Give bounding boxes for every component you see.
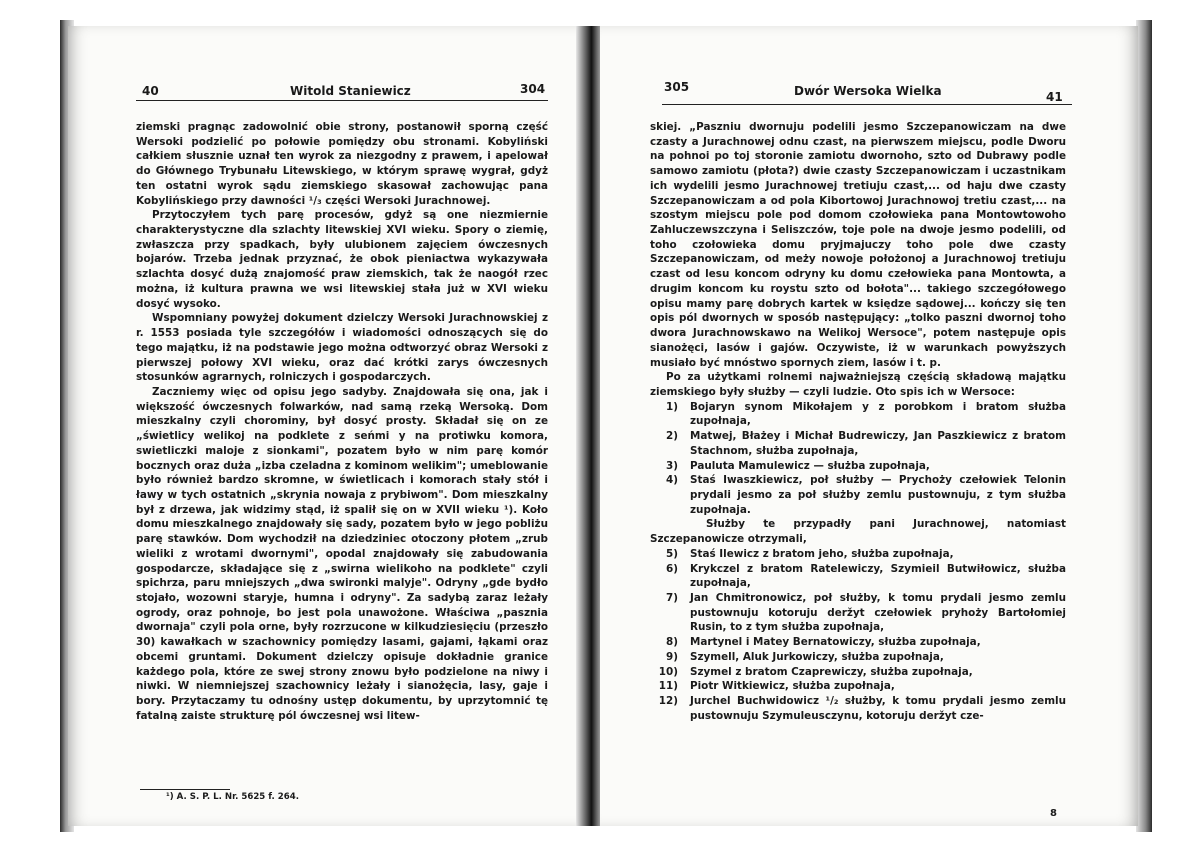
service-list-b bbox=[650, 547, 1066, 724]
left-header-rule bbox=[136, 100, 548, 101]
left-secondary-number: 304 bbox=[520, 82, 546, 96]
footnote-rule bbox=[140, 789, 230, 790]
printer-signature: 8 bbox=[1050, 808, 1057, 819]
right-edge-shadow bbox=[1136, 20, 1152, 832]
footnote: ¹) A. S. P. L. Nr. 5625 f. 264. bbox=[166, 792, 300, 802]
service-list-a bbox=[650, 400, 1066, 518]
list-item: 12) Jurchel Buchwidowicz ¹/₂ służby, k tomu prydali jesmo zemlu pustownuju Szymuleusczynu, kotoruju deržyt cze- bbox=[658, 695, 1066, 722]
right-header-rule bbox=[662, 104, 1072, 105]
list-item: 6) Krykczel z bratom Ratelewiczy, Szymieil Butwiłowicz, służba zupołnaja, bbox=[666, 562, 1066, 590]
right-running-head: Dwór Wersoka Wielka bbox=[794, 84, 942, 98]
left-page bbox=[68, 26, 578, 826]
right-page bbox=[600, 26, 1138, 826]
list-item: 8) Martynel i Matey Bernatowiczy, służba zupołnaja, bbox=[666, 636, 981, 649]
left-paragraph-3: Wspomniany powyżej dokument dzielczy Wersoki Jurachnowskiej z r. 1553 posiada tyle szczegółów i wiadomości odnoszących się do tego majątku, iż na podstawie jego można odtworzyć obraz Wersoki z pierwszej połowy XVI wieku, oraz dać krótki zarys ówczesnych stosunków agrarnych, rolniczych i gospodarczych. bbox=[136, 312, 548, 384]
left-body-text bbox=[136, 120, 548, 723]
list-item: 5) Staś Ilewicz z bratom jeho, służba zupołnaja, bbox=[666, 547, 954, 560]
list-item: 11) Piotr Witkiewicz, służba zupołnaja, bbox=[658, 680, 895, 693]
left-paragraph-2: Przytoczyłem tych parę procesów, gdyż są one niezmiernie charakterystyczne dla szlachty litewskiej XVI wieku. Spory o ziemię, zwłaszcza przy spadkach, były ulubionem zajęciem ówczesnych bojarów. Trzeba jednak przyznać, że obok pieniactwa wykazywała szlachta dosyć dużą znajomość praw ziemskich, tak że naogół rzec można, iż kultura prawna we wsi litewskiej stała już w XVI wieku dosyć wysoko. bbox=[136, 209, 548, 310]
right-secondary-number: 305 bbox=[664, 80, 690, 94]
left-page-number: 40 bbox=[142, 84, 159, 98]
list-item: 1) Bojaryn synom Mikołajem y z porobkom i bratom służba zupołnaja, bbox=[666, 400, 1066, 428]
list-item: 4) Staś Iwaszkiewicz, poł służby — Prychoży czełowiek Telonin prydali jesmo za poł służby zemlu pustownuju, z tym służba zupołnaja. bbox=[666, 474, 1066, 516]
list-item: 7) Jan Chmitronowicz, poł służby, k tomu prydali jesmo zemlu pustownuju kotoruju deržyt czełowiek pryhoży Bartołomiej Rusin, to z tym służba zupołnaja, bbox=[666, 592, 1066, 634]
left-paragraph-1: ziemski pragnąc zadowolnić obie strony, postanowił sporną część Wersoki podzielić po połowie pomiędzy obu stronami. Kobyliński całkiem słusznie uznał ten wyrok za niezgodny z prawem, i apelował do Głównego Trybunału Litewskiego, w którym sprawę wygrał, gdyż ten ostatni wyrok sądu ziemskiego skasował zachowując pana Kobylińskiego przy dawności ¹/₃ części Wersoki Jurachnowej. bbox=[136, 121, 548, 207]
left-running-head: Witold Staniewicz bbox=[290, 84, 411, 98]
list-item: 10) Szymel z bratom Czaprewiczy, służba zupołnaja, bbox=[658, 665, 973, 678]
left-paragraph-4: Zaczniemy więc od opisu jego sadyby. Znajdowała się ona, jak i większość ówczesnych folwarków, nad samą rzeką Wersoką. Dom mieszkalny czyli chorominy, był dosyć prosty. Składał się on ze „świetlicy welikoj na podklete z seńmi y na protiwku komora, swietliczki maloje z sionkami", pozatem było w nim parę komór bocznych oraz duża „izba czeladna z kominom welikim"; umeblowanie było również bardzo skromne, w świetlicach i komorach stały stół i ławy w tych ostatnich „skrynia nowaja z prybiwom". Dom mieszkalny był z drzewa, jak widzimy stąd, iż spalił się on w XVII wieku ¹). Koło domu mieszkalnego znajdowały się sady, pozatem było w jego pobliżu parę stawków. Dom wychodził na dziedziniec otoczony płotem „zrub wieliki z wrotami dwornymi", opodal znajdowały się zabudowania gospodarcze, składające się z „swirna wielikoho na podklete" czyli spichrza, paru mniejszych „dwa swironki malyje". Odryny „gde bydło stojało, wozowni staryje, humna i odryny". Za sadybą zaraz leżały ogrody, oraz pohnoje, bo jest pola unawożone. Właściwa „pasznia dwornaja" czyli pola orne, były rozrzucone w kilkudziesięciu (przeszło 30) kawałkach w szachownicy pomiędzy lasami, gajami, łąkami oraz obcemi gruntami. Dokument dzielczy opisuje dokładnie granice każdego pola, które ze swej strony znowu było podzielone na niwy i niwki. W niemniejszej szachownicy leżały i sianożęcia, lasy, gaje i bory. Przytaczamy tu odnośny ustęp dokumentu, by uprzytomnić tę fatalną zaiste strukturę pól ówczesnej wsi litew- bbox=[136, 385, 548, 722]
list-item: 2) Matwej, Błażey i Michał Budrewiczy, Jan Paszkiewicz z bratom Stachnom, służba zupołnaja, bbox=[666, 430, 1066, 457]
right-body-text bbox=[650, 120, 1066, 723]
right-paragraph-1: skiej. „Paszniu dwornuju podelili jesmo Szczepanowiczam na dwe czasty a Jurachnowej odnu czast, na pierwszem miejscu, podle Dworu na pohnoi po toj storonie zamiotu dwornoho, szto od Dubrawy podle samowo zamiotu (płota?) dwie czasty Szczepanowiczam i uczastnikam ich wydelili jesmo Jurachnowej tretiuju czast,... od haju dwe czasty Szczepanowiczam a od pola Kibortowoj Jurachnowoj tretiu czast,... na szostym miejscu pole pod domom czołowieka pana Montowtowoho Zahluczewszczyna i Seliszczów, toje pole na dwoje jesmo podelili, od toho czołowieka domu pryjmajuczy toho pole dwe czasty Szczepanowiczam, od meży nowoje położonoj a Jurachnowoj tretiuju czast od lesu koncom odryny ku domu czełowieka pana Montowta, a drugim koncom ku roystu szto od bołota"... takiego szczegółowego opisu mamy parę dobrych kartek w księdze sądowej... kończy się ten opis pól dwornych w sposób następujący: „tolko paszni dwornoj toho dwora Jurachnowskawo na Welikoj Wersoce", potem następuje opis sianożęci, lasów i gajów. Oczywiste, iż w warunkach powyższych musiało być mnóstwo spornych ziem, lasów i t. p. bbox=[650, 121, 1066, 369]
right-mid-paragraph: Służby te przypadły pani Jurachnowej, natomiast Szczepanowicze otrzymali, bbox=[650, 518, 1066, 546]
right-paragraph-2: Po za użytkami rolnemi najważniejszą częścią składową majątku ziemskiego były służby — czyli ludzie. Oto spis ich w Wersoce: bbox=[650, 371, 1066, 398]
right-page-number: 41 bbox=[1046, 90, 1063, 104]
list-item: 9) Szymell, Aluk Jurkowiczy, służba zupołnaja, bbox=[666, 650, 944, 663]
list-item: 3) Pauluta Mamulewicz — służba zupołnaja, bbox=[666, 459, 930, 472]
